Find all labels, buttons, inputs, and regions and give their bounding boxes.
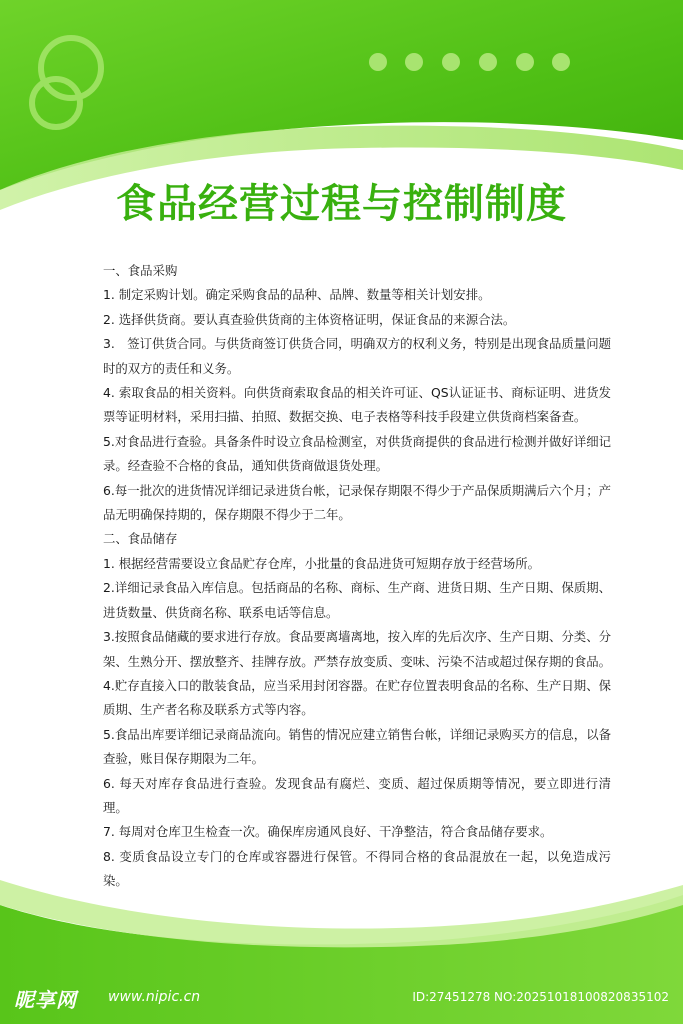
paragraph-item: 5.食品出库要详细记录商品流向。销售的情况应建立销售台帐，详细记录购买方的信息，以备查验，账目保存期限为二年。 <box>103 726 611 767</box>
paragraph-item: 2.详细记录食品入库信息。包括商品的名称、商标、生产商、进货日期、生产日期、保质期、进货数量、供货商名称、联系电话等信息。 <box>103 580 611 620</box>
dots-icon <box>369 53 570 71</box>
paragraph-item: 3. 签订供货合同。与供货商签订供货合同，明确双方的权利义务，特别是出现食品质量问题时的双方的责任和义务。 <box>103 336 611 376</box>
paragraph-item: 4.贮存直接入口的散装食品，应当采用封闭容器。在贮存位置表明食品的名称、生产日期、保质期、生产者名称及联系方式等内容。 <box>103 677 611 718</box>
paragraph-item: 6.每一批次的进货情况详细记录进货台帐，记录保存期限不得少于产品保质期满后六个月；产品无明确保持期的，保存期限不得少于二年。 <box>103 482 611 523</box>
document-body <box>103 259 611 894</box>
watermark-id: ID:27451278 NO:20251018100820835102 <box>412 990 669 1004</box>
watermark-logo: 昵享网 <box>14 988 77 1012</box>
paragraph-item: 1. 根据经营需要设立食品贮存仓库，小批量的食品进货可短期存放于经营场所。 <box>103 555 541 571</box>
paragraph-item: 6. 每天对库存食品进行查验。发现食品有腐烂、变质、超过保质期等情况，要立即进行清理。 <box>103 775 611 815</box>
paragraph-item: 3.按照食品储藏的要求进行存放。食品要离墙离地，按入库的先后次序、生产日期、分类、分架、生熟分开、摆放整齐、挂牌存放。严禁存放变质、变味、污染不洁或超过保存期的食品。 <box>103 629 612 669</box>
paragraph-item: 4. 索取食品的相关资料。向供货商索取食品的相关许可证、QS认证证书、商标证明、进货发票等证明材料，采用扫描、拍照、数据交换、电子表格等科技手段建立供货商档案备查。 <box>103 385 611 425</box>
paragraph-item: 7. 每周对仓库卫生检查一次。确保库房通风良好、干净整洁，符合食品储存要求。 <box>103 824 553 840</box>
paragraph-item: 1. 制定采购计划。确定采购食品的品种、品牌、数量等相关计划安排。 <box>103 287 491 303</box>
page-title: 食品经营过程与控制制度 <box>116 181 567 227</box>
watermark-url: www.nipic.cn <box>108 989 201 1005</box>
section-heading: 一、食品采购 <box>103 263 178 278</box>
ring-icon <box>32 38 101 127</box>
paragraph-item: 5.对食品进行查验。具备条件时设立食品检测室，对供货商提供的食品进行检测并做好详细记录。经查验不合格的食品，通知供货商做退货处理。 <box>103 433 611 474</box>
paragraph-item: 2. 选择供货商。要认真查验供货商的主体资格证明，保证食品的来源合法。 <box>103 311 516 327</box>
section-heading: 二、食品储存 <box>103 531 178 547</box>
paragraph-item: 8. 变质食品设立专门的仓库或容器进行保管。不得同合格的食品混放在一起，以免造成污染。 <box>103 848 611 889</box>
